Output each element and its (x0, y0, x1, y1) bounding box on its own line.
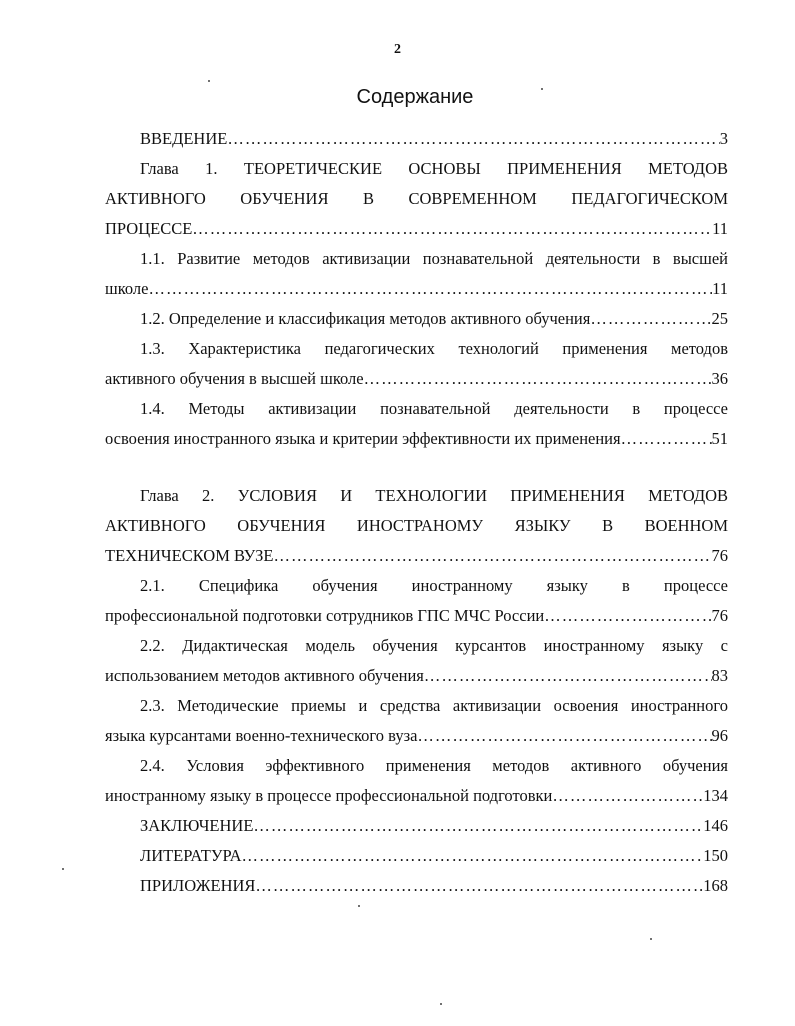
toc-page-number: 168 (703, 876, 728, 895)
toc-page-number: 83 (711, 666, 728, 685)
toc-entry-appendices[interactable] (105, 871, 728, 901)
toc-page-number: 76 (711, 606, 728, 625)
leader-dots (621, 424, 712, 454)
toc-entry-title: иностранному языку в процессе профессиональной подготовки (105, 786, 553, 805)
leader-dots (417, 721, 711, 751)
toc-entry-1-4-line-1[interactable]: 1.4. Методы активизации познавательной деятельности в процессе (140, 399, 728, 418)
toc-page-number: 146 (703, 816, 728, 835)
toc-page-number: 134 (703, 786, 728, 805)
toc-page-number: 150 (703, 846, 728, 865)
toc-entry-1-3-line-1[interactable]: 1.3. Характеристика педагогических технологий применения методов (140, 339, 728, 358)
toc-entry-chapter-1[interactable] (105, 214, 728, 244)
toc-entry-chapter-1-line-2[interactable]: АКТИВНОГО ОБУЧЕНИЯ В СОВРЕМЕННОМ ПЕДАГОГИЧЕСКОМ (105, 189, 728, 208)
scan-speck (208, 80, 210, 82)
toc-entry-2-4-line-1[interactable]: 2.4. Условия эффективного применения методов активного обучения (140, 756, 728, 775)
toc-page-number: 96 (711, 726, 728, 745)
toc-entry-title: использованием методов активного обучения (105, 666, 424, 685)
leader-dots (274, 541, 712, 571)
toc-entry-title: ЛИТЕРАТУРА (140, 846, 242, 865)
toc-entry-title: школе (105, 279, 149, 298)
scan-speck (62, 868, 64, 870)
leader-dots (364, 364, 712, 394)
leader-dots (552, 781, 703, 811)
scan-speck (650, 938, 652, 940)
leader-dots (590, 304, 711, 334)
toc-entry-title: активного обучения в высшей школе (105, 369, 364, 388)
toc-entry-title: ВВЕДЕНИЕ (140, 129, 228, 148)
toc-entry-title: профессиональной подготовки сотрудников ГПС МЧС России (105, 606, 545, 625)
page-number: 2 (394, 42, 401, 57)
toc-page-number: 76 (711, 546, 728, 565)
toc-page-number: 11 (712, 219, 728, 238)
toc-entry-1-1[interactable] (105, 274, 728, 304)
toc-entry-introduction[interactable] (105, 124, 728, 154)
toc-entry-2-1[interactable] (105, 601, 728, 631)
toc-entry-title: ПРИЛОЖЕНИЯ (140, 876, 256, 895)
toc-heading: Содержание (356, 86, 474, 108)
toc-entry-title: освоения иностранного языка и критерии эффективности их применения (105, 429, 621, 448)
scan-speck (541, 88, 543, 90)
toc-entry-chapter-1-line-1[interactable]: Глава 1. ТЕОРЕТИЧЕСКИЕ ОСНОВЫ ПРИМЕНЕНИЯ МЕТОДОВ (140, 159, 728, 178)
toc-entry-chapter-2-line-2[interactable]: АКТИВНОГО ОБУЧЕНИЯ ИНОСТРАНОМУ ЯЗЫКУ В ВОЕННОМ (105, 516, 728, 535)
toc-entry-title: ПРОЦЕССЕ (105, 219, 193, 238)
scan-speck (358, 905, 360, 907)
leader-dots (255, 871, 703, 901)
toc-page-number: 3 (719, 129, 728, 148)
leader-dots (424, 661, 712, 691)
leader-dots (544, 601, 711, 631)
toc-entry-1-3[interactable] (105, 364, 728, 394)
toc-entry-1-1-line-1[interactable]: 1.1. Развитие методов активизации познавательной деятельности в высшей (140, 249, 728, 268)
toc-entry-1-4[interactable] (105, 424, 728, 454)
toc-entry-2-1-line-1[interactable]: 2.1. Специфика обучения иностранному языку в процессе (140, 576, 728, 595)
leader-dots (148, 274, 712, 304)
scan-speck (440, 1003, 442, 1005)
leader-dots (227, 124, 719, 154)
toc-entry-chapter-2-line-1[interactable]: Глава 2. УСЛОВИЯ И ТЕХНОЛОГИИ ПРИМЕНЕНИЯ МЕТОДОВ (140, 486, 728, 505)
toc-entry-title: ТЕХНИЧЕСКОМ ВУЗЕ (105, 546, 274, 565)
toc-entry-2-2-line-1[interactable]: 2.2. Дидактическая модель обучения курсантов иностранному языку с (140, 636, 728, 655)
toc-entry-title: 1.2. Определение и классификация методов активного обучения (140, 309, 591, 328)
toc-entry-2-2[interactable] (105, 661, 728, 691)
leader-dots (253, 811, 703, 841)
toc-entry-title: ЗАКЛЮЧЕНИЕ (140, 816, 254, 835)
toc-page-number: 51 (711, 429, 728, 448)
toc-entry-chapter-2[interactable] (105, 541, 728, 571)
toc-page-number: 36 (711, 369, 728, 388)
toc-entry-conclusion[interactable] (105, 811, 728, 841)
toc-entry-2-3-line-1[interactable]: 2.3. Методические приемы и средства активизации освоения иностранного (140, 696, 728, 715)
toc-page-number: 25 (711, 309, 728, 328)
toc-entry-2-3[interactable] (105, 721, 728, 751)
toc-page-number: 11 (712, 279, 728, 298)
toc-entry-1-2[interactable] (105, 304, 728, 334)
leader-dots (192, 214, 712, 244)
toc-entry-title: языка курсантами военно-технического вуза (105, 726, 418, 745)
toc-entry-literature[interactable] (105, 841, 728, 871)
toc-entry-2-4[interactable] (105, 781, 728, 811)
leader-dots (242, 841, 704, 871)
